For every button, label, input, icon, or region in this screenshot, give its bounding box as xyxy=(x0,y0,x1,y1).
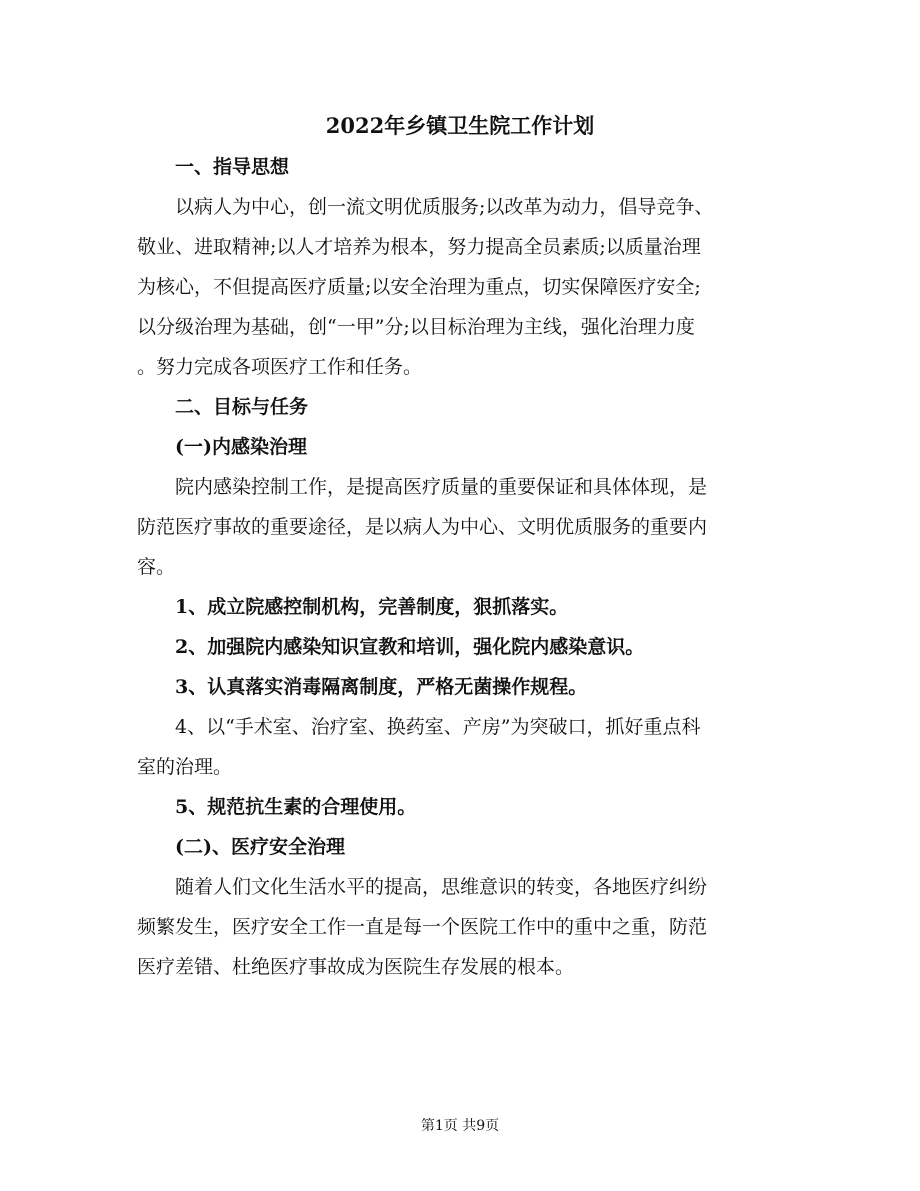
paragraph-line: 容。 xyxy=(137,556,176,578)
document-body xyxy=(137,147,777,987)
paragraph-line: 防范医疗事故的重要途径，是以病人为中心、文明优质服务的重要内 xyxy=(137,516,708,538)
document-title: 2022年乡镇卫生院工作计划 xyxy=(325,113,595,138)
list-item-1: 1、成立院感控制机构，完善制度，狠抓落实。 xyxy=(175,596,569,618)
paragraph-line: 频繁发生，医疗安全工作一直是每一个医院工作中的重中之重，防范 xyxy=(137,916,708,938)
page-number-footer: 第1页 共9页 xyxy=(420,1118,500,1134)
section-heading-goals-tasks: 二、目标与任务 xyxy=(175,396,309,418)
paragraph-line: 。努力完成各项医疗工作和任务。 xyxy=(137,356,423,378)
paragraph-line: 院内感染控制工作，是提高医疗质量的重要保证和具体体现，是 xyxy=(175,476,708,498)
paragraph-line: 以分级治理为基础，创“一甲”分;以目标治理为主线，强化治理力度 xyxy=(137,316,695,338)
section-heading-guiding-ideology: 一、指导思想 xyxy=(175,156,290,178)
paragraph-line: 医疗差错、杜绝医疗事故成为医院生存发展的根本。 xyxy=(137,956,575,978)
subheading-infection-control: (一)内感染治理 xyxy=(175,436,307,458)
list-item-5: 5、规范抗生素的合理使用。 xyxy=(175,796,417,818)
paragraph-line: 以病人为中心，创一流文明优质服务;以改革为动力，倡导竞争、 xyxy=(175,196,714,218)
paragraph-line: 敬业、进取精神;以人才培养为根本，努力提高全员素质;以质量治理 xyxy=(137,236,701,258)
list-item-2: 2、加强院内感染知识宣教和培训，强化院内感染意识。 xyxy=(175,636,645,658)
subheading-medical-safety: (二)、医疗安全治理 xyxy=(175,836,345,858)
list-item-4-continued: 室的治理。 xyxy=(137,756,233,778)
paragraph-line: 为核心，不但提高医疗质量;以安全治理为重点，切实保障医疗安全; xyxy=(137,276,701,298)
paragraph-line: 随着人们文化生活水平的提高，思维意识的转变，各地医疗纠纷 xyxy=(175,876,708,898)
list-item-4: 4、以“手术室、治疗室、换药室、产房”为突破口，抓好重点科 xyxy=(175,716,701,738)
list-item-3: 3、认真落实消毒隔离制度，严格无菌操作规程。 xyxy=(175,676,588,698)
